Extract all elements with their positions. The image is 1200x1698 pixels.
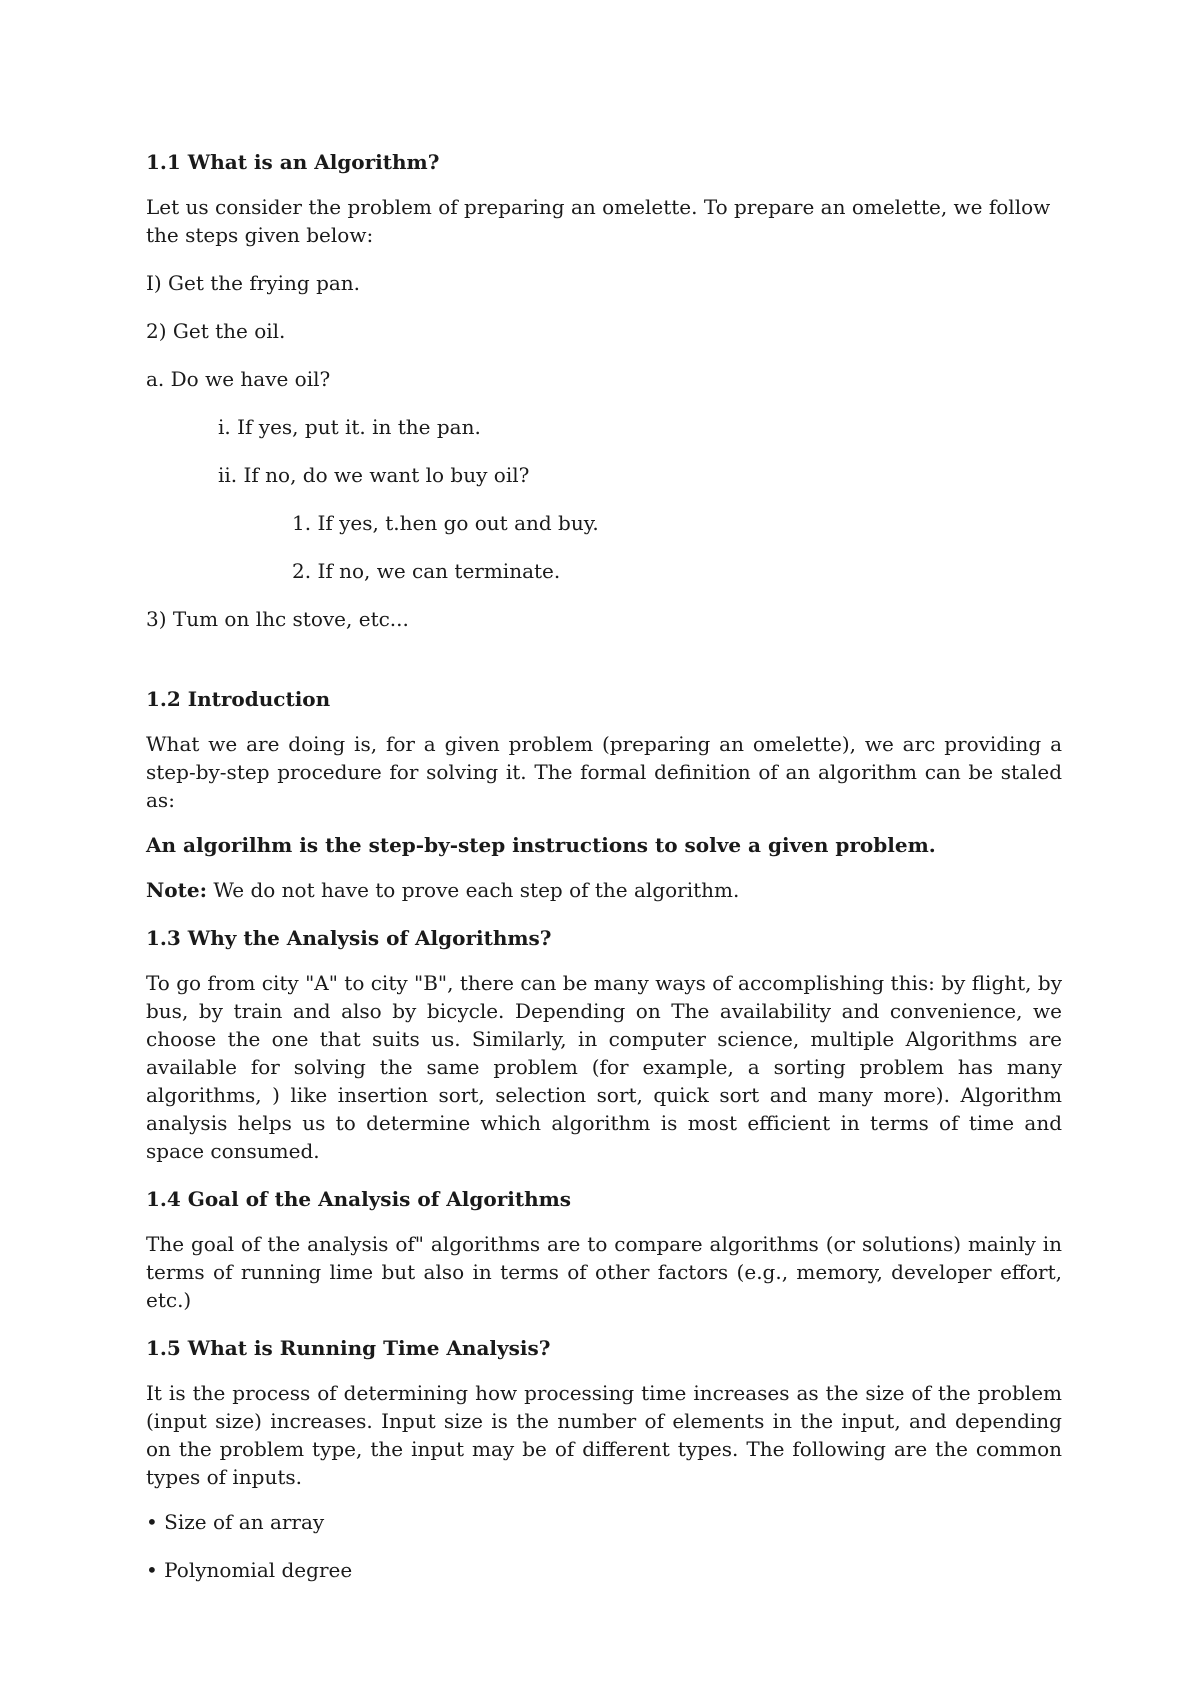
bullet-array-size: • Size of an array	[146, 1510, 325, 1534]
bullet-polynomial-degree: • Polynomial degree	[146, 1558, 353, 1582]
step-2: 2) Get the oil.	[146, 319, 286, 343]
section-1-2-body: What we are doing is, for a given problem (preparing an omelette), we arc providing a step-by-step procedure for solving it. The formal definition of an algorithm can be staled as:	[146, 732, 1062, 812]
section-heading-1-5: 1.5 What is Running Time Analysis?	[146, 1336, 551, 1360]
section-1-5-body: It is the process of determining how processing time increases as the size of the problem (input size) increases. Input size is the number of elements in the input, and depending on the problem type, the input may be of different types. The following are the common types of inputs.	[146, 1381, 1062, 1489]
step-2a-ii-1: 1. If yes, t.hen go out and buy.	[292, 511, 599, 535]
section-heading-1-4: 1.4 Goal of the Analysis of Algorithms	[146, 1187, 572, 1211]
section-1-4-body: The goal of the analysis of" algorithms are to compare algorithms (or solutions) mainly in terms of running lime but also in terms of other factors (e.g., memory, developer effort, etc.)	[146, 1232, 1062, 1312]
step-2a: a. Do we have oil?	[146, 367, 331, 391]
step-2a-i: i. If yes, put it. in the pan.	[218, 415, 481, 439]
algorithm-definition: An algorilhm is the step-by-step instructions to solve a given problem.	[146, 833, 936, 857]
document-page	[146, 148, 1062, 1584]
step-2a-ii: ii. If no, do we want lo buy oil?	[218, 463, 530, 487]
step-2a-ii-2: 2. If no, we can terminate.	[292, 559, 561, 583]
section-heading-1-2: 1.2 Introduction	[146, 687, 331, 711]
step-3: 3) Tum on lhc stove, etc...	[146, 607, 409, 631]
section-1-3-body: To go from city "A" to city "B", there can be many ways of accomplishing this: by flight, by bus, by train and also by bicycle. Depending on The availability and convenience, we choose the one that suits us. Similarly, in computer science, multiple Algorithms are available for solving the same problem (for example, a sorting problem has many algorithms, ) like insertion sort, selection sort, quick sort and many more). Algorithm analysis helps us to determine which algorithm is most efficient in terms of time and space consumed.	[146, 971, 1062, 1163]
section-heading-1-1: 1.1 What is an Algorithm?	[146, 150, 440, 174]
section-1-1-intro: Let us consider the problem of preparing an omelette. To prepare an omelette, we follow the steps given below:	[146, 195, 1051, 247]
note-paragraph	[146, 876, 1062, 904]
note-text: We do not have to prove each step of the algorithm.	[206, 878, 740, 902]
section-heading-1-3: 1.3 Why the Analysis of Algorithms?	[146, 926, 552, 950]
note-label: Note:	[146, 878, 207, 902]
step-1: I) Get the frying pan.	[146, 271, 361, 295]
